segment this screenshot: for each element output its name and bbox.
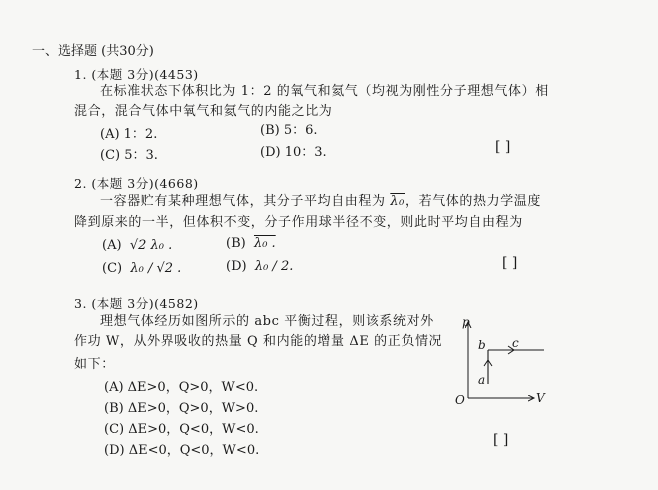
q3-stem-line3: 如下： bbox=[74, 357, 115, 372]
point-label-b: b bbox=[478, 338, 486, 352]
q1-header: 1. (本题 3分)(4453) bbox=[74, 67, 199, 82]
q3-option-d: (D) ΔE<0，Q<0，W<0. bbox=[104, 443, 260, 458]
q2-stem-line1-post: ，若气体的热力学温度 bbox=[405, 194, 542, 209]
q2-option-a-value: √2 λ₀ . bbox=[129, 238, 173, 253]
q2-option-a bbox=[102, 238, 172, 254]
q1-option-b: (B) 5：6. bbox=[260, 123, 318, 138]
q2-option-b bbox=[226, 236, 276, 252]
q3-stem-line1: 理想气体经历如图所示的 abc 平衡过程，则该系统对外 bbox=[100, 314, 434, 329]
q2-stem-line1-pre: 一容器贮有某种理想气体，其分子平均自由程为 bbox=[100, 194, 391, 209]
q1-option-d: (D) 10：3. bbox=[260, 145, 327, 160]
q3-stem-line2: 作功 W，从外界吸收的热量 Q 和内能的增量 ΔE 的正负情况 bbox=[74, 334, 443, 349]
q1-answer-bracket: [ ] bbox=[495, 139, 511, 155]
q2-option-d-value: λ₀ / 2. bbox=[254, 259, 294, 274]
q2-option-c bbox=[102, 261, 181, 277]
q2-option-c-label: (C) bbox=[102, 261, 123, 276]
q2-option-c-value: λ₀ / √2 . bbox=[130, 261, 182, 276]
origin-label: O bbox=[455, 393, 465, 407]
q1-stem-line1: 在标准状态下体积比为 1：2 的氧气和氦气（均视为刚性分子理想气体）相 bbox=[100, 84, 549, 99]
q3-answer-bracket: [ ] bbox=[493, 432, 509, 448]
q2-option-a-label: (A) bbox=[102, 238, 122, 253]
pv-diagram bbox=[448, 316, 558, 411]
q2-stem-line2: 降到原来的一半，但体积不变，分子作用球半径不变，则此时平均自由程为 bbox=[74, 215, 523, 230]
q1-stem-line2: 混合，混合气体中氧气和氦气的内能之比为 bbox=[74, 104, 333, 119]
q1-option-c: (C) 5：3. bbox=[100, 148, 158, 163]
q2-header: 2. (本题 3分)(4668) bbox=[74, 176, 199, 191]
q3-option-b: (B) ΔE>0，Q>0，W>0. bbox=[104, 401, 259, 416]
point-label-c: c bbox=[512, 336, 519, 350]
q2-stem-line1 bbox=[100, 194, 541, 210]
q3-header: 3. (本题 3分)(4582) bbox=[74, 296, 199, 311]
q2-option-b-value: λ₀ . bbox=[253, 236, 276, 251]
q3-option-a: (A) ΔE>0，Q>0，W<0. bbox=[104, 380, 259, 395]
point-label-a: a bbox=[478, 373, 486, 387]
q2-option-b-label: (B) bbox=[226, 236, 246, 251]
q2-option-d-label: (D) bbox=[226, 259, 247, 274]
q2-answer-bracket: [ ] bbox=[502, 255, 518, 271]
q3-option-c: (C) ΔE>0，Q<0，W<0. bbox=[104, 422, 259, 437]
q2-option-d bbox=[226, 259, 293, 275]
axis-label-v: V bbox=[536, 391, 545, 405]
q1-option-a: (A) 1：2. bbox=[100, 127, 158, 142]
axis-label-p: p bbox=[462, 316, 470, 329]
section-title: 一、选择题 (共30分) bbox=[32, 44, 154, 59]
q2-lambda-symbol: λ₀ bbox=[390, 194, 405, 209]
